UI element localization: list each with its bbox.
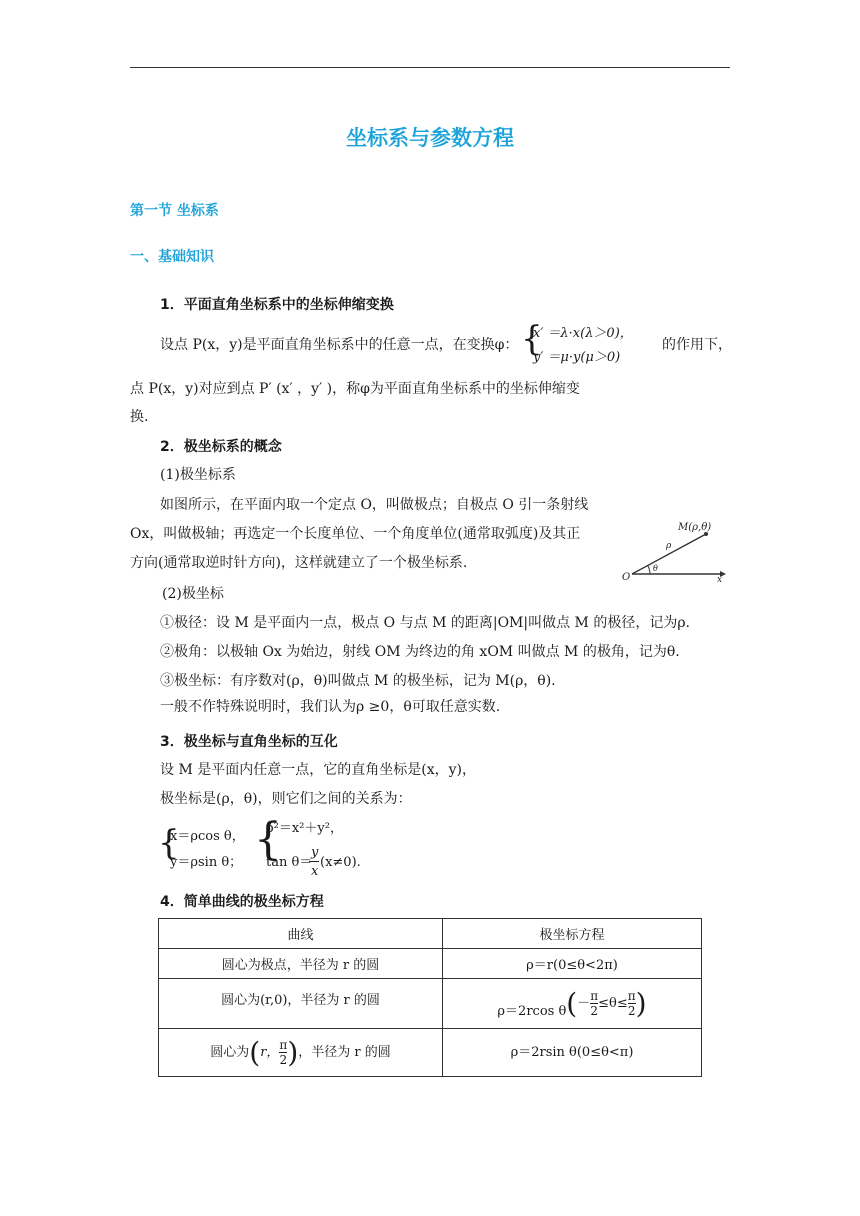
part3-heading: 3．极坐标与直角坐标的互化 — [160, 734, 338, 750]
table-header-row — [159, 919, 702, 949]
row1-curve: 圆心为极点，半径为 r 的圆 — [159, 949, 443, 979]
polar-coord-item: ③极坐标：有序数对(ρ，θ)叫做点 M 的极坐标，记为 M(ρ，θ). — [160, 673, 556, 689]
table-row — [159, 949, 702, 979]
header-rule — [130, 67, 730, 68]
row2-frac1: $\frac{\pi}{2}$ — [590, 989, 599, 1018]
row2-eq-prefix: ρ＝2rcos θ — [497, 1004, 567, 1019]
transform-row1: x′ ＝λ·x(λ＞0)， — [533, 326, 633, 341]
section-heading: 第一节 坐标系 — [130, 203, 219, 219]
rect-to-polar-row2: y＝ρsin θ； — [170, 855, 243, 870]
part3-line2: 极坐标是(ρ，θ)，则它们之间的关系为： — [160, 791, 412, 807]
polar-para-line3: 方向(通常取逆时针方向)，这样就建立了一个极坐标系. — [130, 555, 468, 571]
diagram-origin-label: O — [622, 572, 631, 583]
polar-to-rect-brace: { — [254, 814, 282, 865]
row3-frac: $\frac{\pi}{2}$ — [279, 1038, 288, 1067]
polar-to-rect-row1: ρ²＝x²＋y²， — [266, 821, 343, 836]
header-curve: 曲线 — [159, 919, 443, 949]
table-row — [159, 979, 702, 1029]
polar-note: 一般不作特殊说明时，我们认为ρ ≥0，θ可取任意实数. — [160, 699, 501, 715]
row2-eq-mid: ≤θ≤ — [598, 996, 628, 1011]
subsection-heading: 一、基础知识 — [130, 249, 214, 265]
row2-curve: 圆心为(r,0)，半径为 r 的圆 — [159, 979, 443, 1029]
transform-brace: { — [521, 319, 543, 359]
row2-eq-neg: － — [577, 996, 591, 1011]
part1-line2: 点 P(x，y)对应到点 P′ (x′ ，y′ )，称φ为平面直角坐标系中的坐标伸缩变 — [130, 381, 580, 397]
part4-heading: 4．简单曲线的极坐标方程 — [160, 894, 324, 910]
table-row — [159, 1029, 702, 1077]
diagram-axis-label: x — [717, 575, 723, 584]
row3-curve: 圆心为(r， $\frac{\pi}{2}$ )，半径为 r 的圆 — [159, 1029, 443, 1077]
polar-coord-subheading: (2)极坐标 — [162, 586, 224, 602]
fraction-numerator: y — [311, 845, 319, 860]
document-title: 坐标系与参数方程 — [346, 125, 514, 150]
rect-to-polar-row1: x＝ρcos θ， — [170, 829, 245, 844]
fraction-denominator: x — [311, 864, 319, 879]
polar-para-line1: 如图所示，在平面内取一个定点 O，叫做极点；自极点 O 引一条射线 — [160, 497, 589, 513]
transform-row2: y′ ＝μ·y(μ＞0) — [533, 350, 621, 365]
polar-equations-table — [158, 918, 702, 1077]
part1-heading: 1．平面直角坐标系中的坐标伸缩变换 — [160, 297, 394, 313]
polar-to-rect-row2-prefix: tan θ＝ — [266, 855, 313, 870]
part3-line1: 设 M 是平面内任意一点，它的直角坐标是(x，y)， — [160, 762, 476, 778]
part1-line3: 换. — [130, 409, 149, 425]
polar-angle-item: ②极角：以极轴 Ox 为始边，射线 OM 为终边的角 xOM 叫做点 M 的极角，记为θ. — [160, 644, 680, 660]
row1-equation: ρ＝r(0≤θ<2π) — [443, 949, 702, 979]
part1-line1-end: 的作用下， — [662, 337, 732, 353]
polar-to-rect-row2-suffix: (x≠0). — [320, 855, 361, 870]
polar-coordinate-diagram — [620, 514, 732, 584]
row2-frac2: $\frac{\pi}{2}$ — [627, 989, 636, 1018]
rect-to-polar-brace: { — [158, 823, 180, 863]
polar-system-subheading: (1)极坐标系 — [160, 467, 236, 483]
diagram-rho-label: ρ — [666, 541, 672, 551]
diagram-point-label: M(ρ,θ) — [678, 522, 712, 533]
row3-equation: ρ＝2rsin θ(0≤θ<π) — [443, 1029, 702, 1077]
polar-radius-item: ①极径：设 M 是平面内一点，极点 O 与点 M 的距离|OM|叫做点 M 的极径，记为ρ. — [160, 615, 691, 631]
part2-heading: 2．极坐标系的概念 — [160, 439, 282, 455]
row2-equation: ρ＝2rcos θ(－ $\frac{\pi}{2}$ ≤θ≤ $\frac{\pi}{2}$ ) — [443, 979, 702, 1029]
diagram-theta-label: θ — [653, 564, 658, 573]
part1-line1: 设点 P(x，y)是平面直角坐标系中的任意一点，在变换φ： — [160, 337, 519, 353]
polar-para-line2: Ox，叫做极轴；再选定一个长度单位、一个角度单位(通常取弧度)及其正 — [130, 526, 581, 542]
header-equation: 极坐标方程 — [443, 919, 702, 949]
